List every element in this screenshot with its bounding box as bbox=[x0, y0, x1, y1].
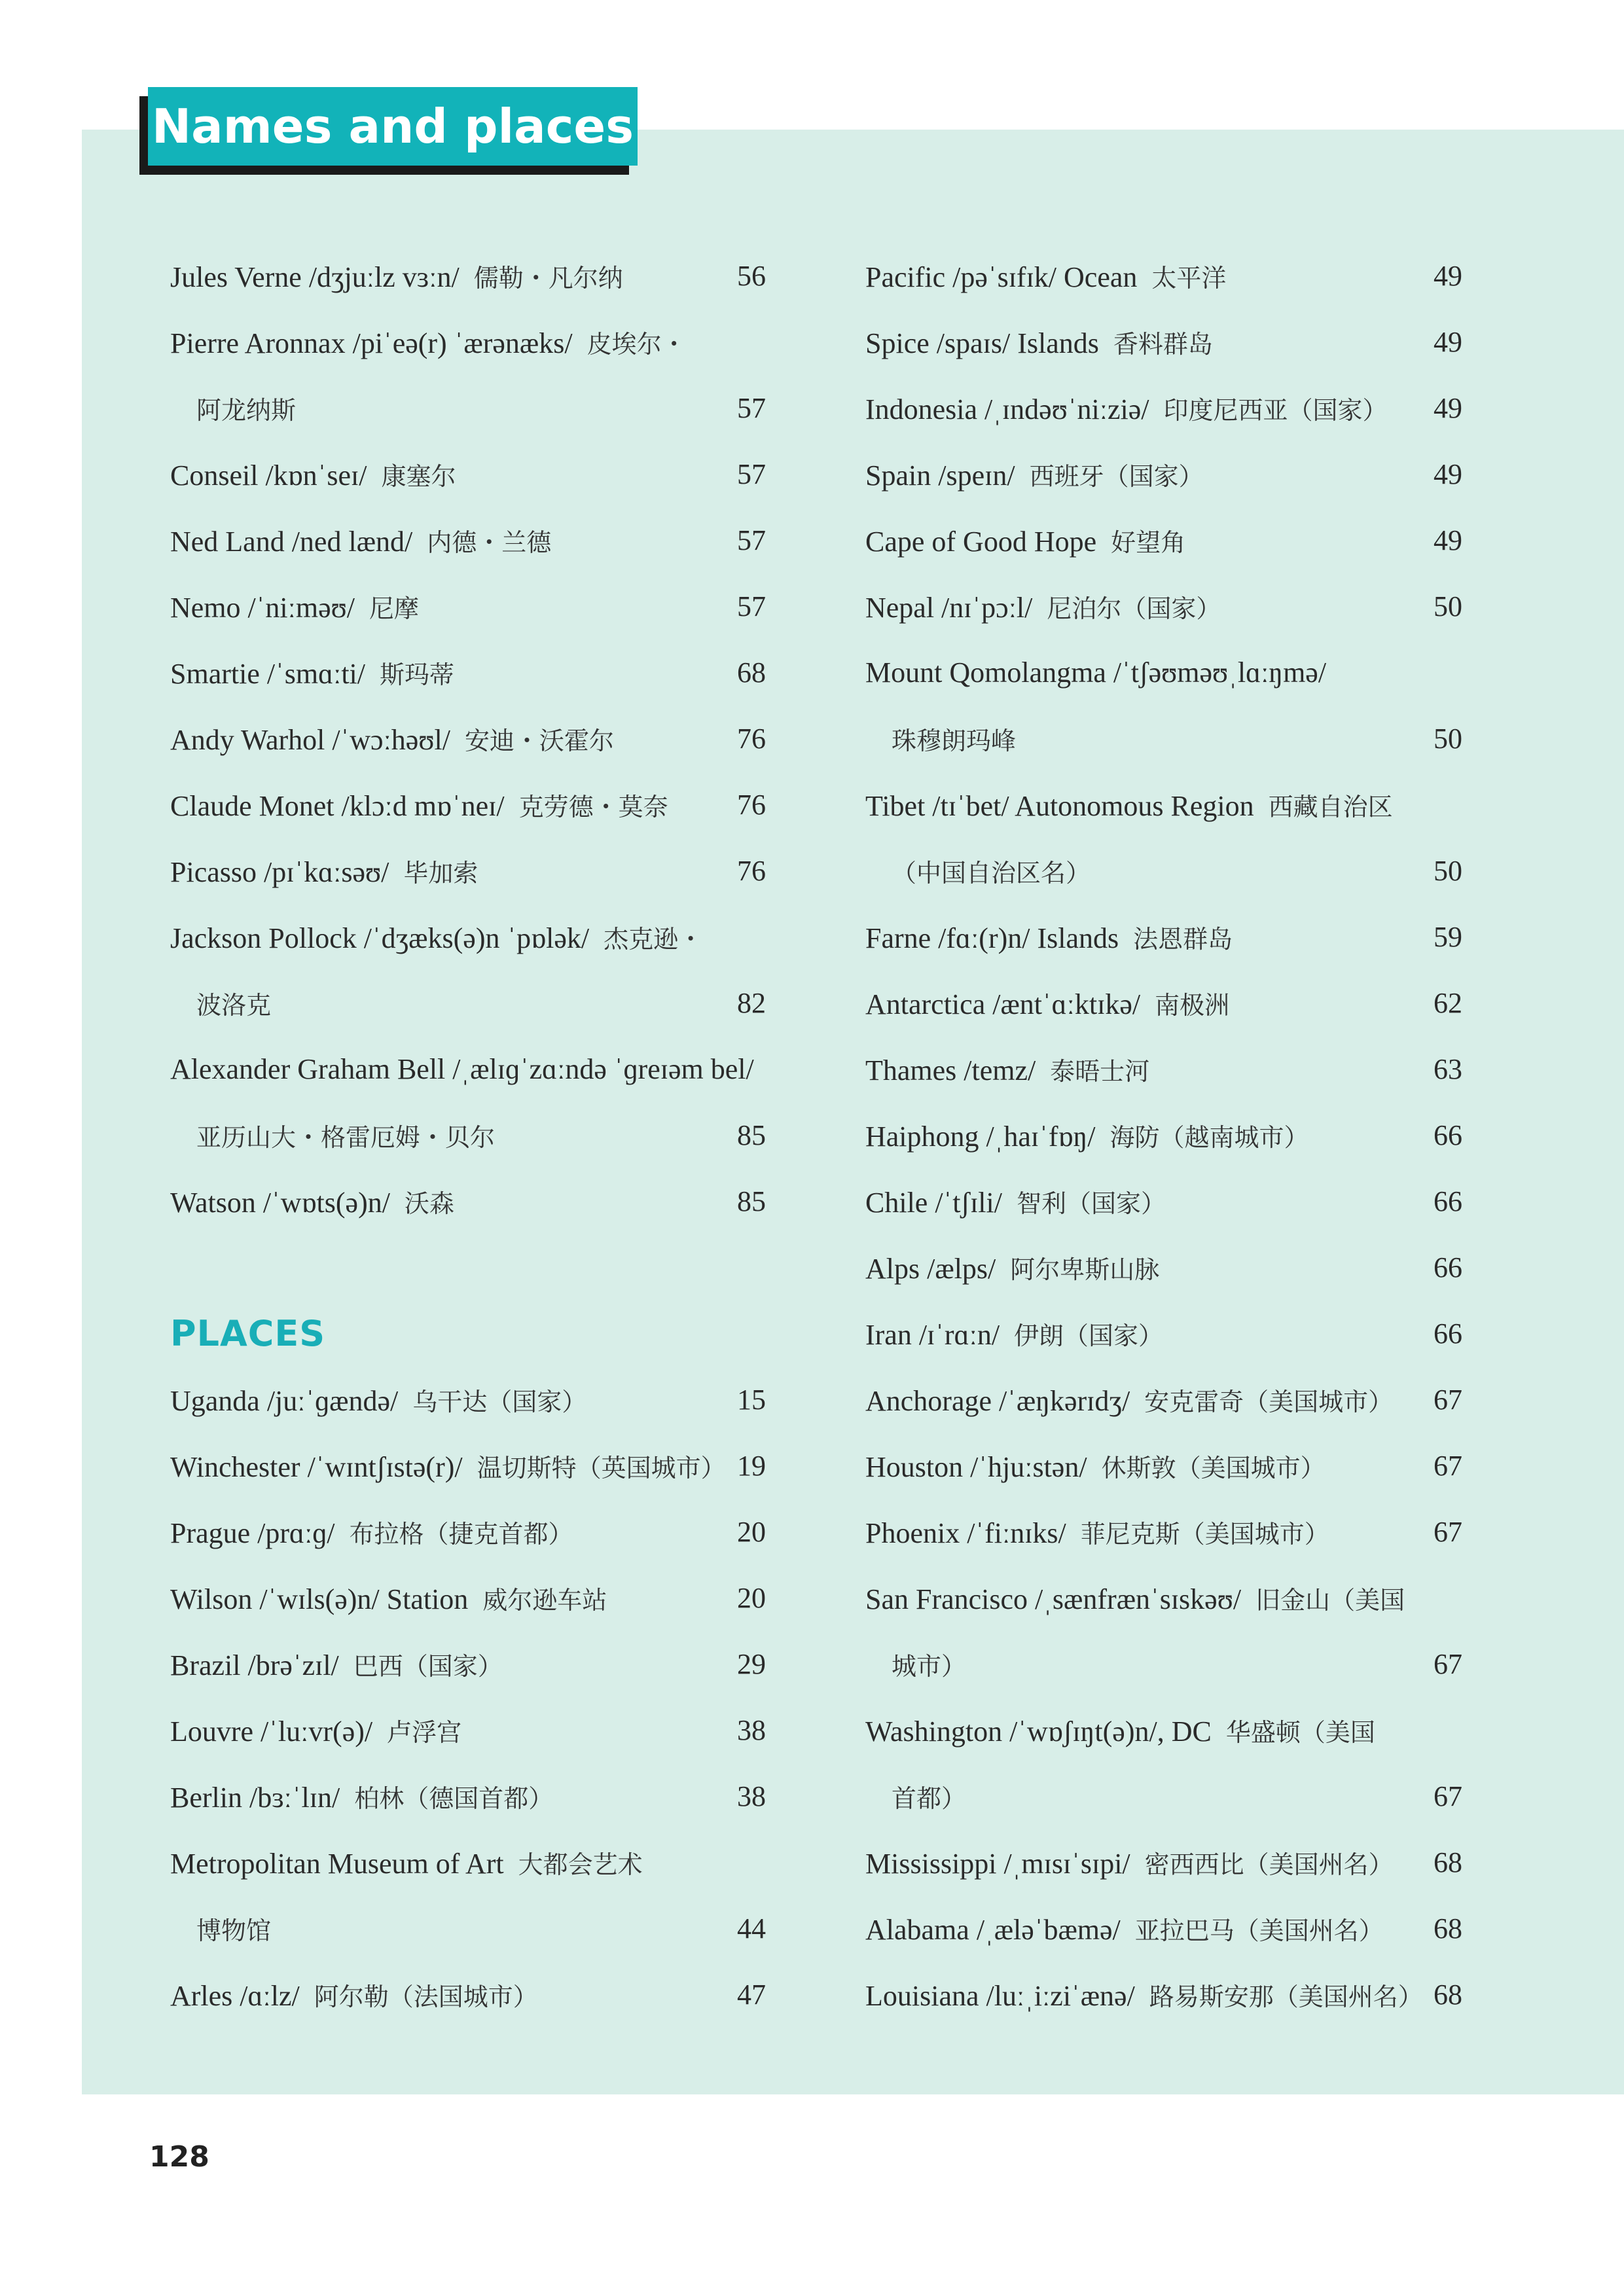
entry-page-number: 57 bbox=[737, 392, 766, 424]
entry-chinese: 香料群岛 bbox=[1113, 330, 1213, 359]
entry-english: Jackson Pollock /ˈdʒæks(ə)n ˈpɒlək/ bbox=[170, 922, 590, 954]
entry-text bbox=[865, 985, 1229, 1021]
entry-english: Ned Land /ned lænd/ bbox=[170, 526, 413, 558]
entry-page-number: 38 bbox=[737, 1714, 766, 1746]
entry-chinese: 阿尔勒（法国城市） bbox=[314, 1982, 538, 2011]
left-column bbox=[170, 243, 766, 2028]
entry-page-number: 85 bbox=[737, 1119, 766, 1151]
entry-english: Pierre Aronnax /piˈeə(r) ˈærənæks/ bbox=[170, 327, 573, 359]
index-entry bbox=[170, 1697, 766, 1763]
entry-page-number: 49 bbox=[1434, 524, 1462, 556]
entry-text bbox=[170, 1844, 643, 1880]
index-entry bbox=[865, 1763, 1462, 1829]
entry-english: San Francisco /ˌsænfrænˈsɪskəʊ/ bbox=[865, 1583, 1242, 1615]
entry-english: Mount Qomolangma /ˈtʃəʊməʊˌlɑːŋmə/ bbox=[865, 656, 1327, 689]
entry-page-number: 49 bbox=[1434, 392, 1462, 424]
entry-text bbox=[170, 787, 668, 823]
entry-page-number: 68 bbox=[1434, 1979, 1462, 2011]
entry-chinese: 南极洲 bbox=[1155, 991, 1230, 1020]
entry-chinese: 布拉格（捷克首都） bbox=[349, 1520, 573, 1549]
index-entry bbox=[865, 1962, 1462, 2028]
entry-page-number: 68 bbox=[1434, 1846, 1462, 1878]
entry-text bbox=[170, 258, 623, 294]
entry-english: Alabama /ˌæləˈbæmə/ bbox=[865, 1914, 1121, 1946]
entry-english: Claude Monet /klɔːd mɒˈneɪ/ bbox=[170, 790, 505, 822]
entry-english: Washington /ˈwɒʃɪŋt(ə)n/, DC bbox=[865, 1715, 1212, 1748]
entry-page-number: 82 bbox=[737, 987, 766, 1019]
entry-page-number: 50 bbox=[1434, 855, 1462, 887]
entry-chinese: 安克雷奇（美国城市） bbox=[1144, 1388, 1394, 1416]
entry-text bbox=[170, 1778, 553, 1814]
entry-continuation: 珠穆朗玛峰 bbox=[892, 726, 1017, 755]
entry-text bbox=[865, 390, 1387, 426]
entry-english: Pacific /pəˈsɪfɪk/ Ocean bbox=[865, 261, 1138, 293]
entry-page-number: 57 bbox=[737, 590, 766, 622]
entry-page-number: 47 bbox=[737, 1979, 766, 2011]
index-entry bbox=[170, 1829, 766, 1895]
entry-text bbox=[865, 1844, 1394, 1880]
entry-chinese: 西班牙（国家） bbox=[1029, 462, 1204, 491]
index-entry bbox=[170, 441, 766, 507]
entry-text bbox=[865, 1316, 1163, 1352]
entry-continuation: （中国自治区名） bbox=[892, 859, 1091, 888]
entry-text bbox=[865, 456, 1204, 492]
entry-chinese: 华盛顿（美国 bbox=[1225, 1718, 1375, 1747]
entry-chinese: 安迪・沃霍尔 bbox=[464, 726, 614, 755]
entry-continuation: 波洛克 bbox=[196, 991, 272, 1020]
entry-text bbox=[892, 1778, 966, 1814]
entry-page-number: 67 bbox=[1434, 1780, 1462, 1812]
entry-continuation: 亚历山大・格雷厄姆・贝尔 bbox=[196, 1123, 496, 1152]
entry-chinese: 太平洋 bbox=[1151, 264, 1227, 293]
entry-page-number: 20 bbox=[737, 1582, 766, 1614]
entry-chinese: 克劳德・莫奈 bbox=[518, 793, 668, 821]
index-entry bbox=[865, 573, 1462, 639]
index-entry bbox=[170, 1895, 766, 1962]
index-entry bbox=[865, 772, 1462, 838]
entry-chinese: 智利（国家） bbox=[1016, 1189, 1166, 1218]
entry-text bbox=[170, 1514, 573, 1550]
entry-page-number: 50 bbox=[1434, 723, 1462, 755]
entry-text bbox=[865, 1580, 1405, 1616]
entry-english: Cape of Good Hope bbox=[865, 526, 1097, 558]
entry-text bbox=[170, 853, 478, 889]
index-entry bbox=[170, 507, 766, 573]
entry-text bbox=[865, 1514, 1329, 1550]
entry-page-number: 15 bbox=[737, 1384, 766, 1416]
entry-text bbox=[170, 1183, 454, 1219]
entry-text bbox=[170, 1712, 461, 1748]
entry-text bbox=[865, 1249, 1159, 1285]
entry-text bbox=[865, 1183, 1166, 1219]
entry-page-number: 66 bbox=[1434, 1251, 1462, 1283]
index-entry bbox=[170, 375, 766, 441]
entry-english: Antarctica /æntˈɑːktɪkə/ bbox=[865, 988, 1141, 1020]
index-entry bbox=[865, 1300, 1462, 1367]
places-list-right bbox=[865, 243, 1462, 2028]
entry-page-number: 85 bbox=[737, 1185, 766, 1217]
entry-text bbox=[865, 1712, 1375, 1748]
entry-text bbox=[170, 1646, 503, 1682]
entry-english: Picasso /pɪˈkɑːsəʊ/ bbox=[170, 856, 389, 888]
entry-english: Nepal /nɪˈpɔːl/ bbox=[865, 592, 1033, 624]
entry-english: Tibet /tɪˈbet/ Autonomous Region bbox=[865, 790, 1254, 822]
entry-chinese: 阿尔卑斯山脉 bbox=[1010, 1255, 1160, 1284]
entry-chinese: 皮埃尔・ bbox=[586, 330, 687, 359]
entry-chinese: 巴西（国家） bbox=[353, 1652, 503, 1681]
index-entry bbox=[170, 1763, 766, 1829]
entry-text bbox=[170, 1382, 586, 1418]
entry-english: Watson /ˈwɒts(ə)n/ bbox=[170, 1187, 390, 1219]
entry-page-number: 29 bbox=[737, 1648, 766, 1680]
index-entry bbox=[170, 772, 766, 838]
entry-page-number: 57 bbox=[737, 458, 766, 490]
entry-page-number: 76 bbox=[737, 723, 766, 755]
entry-page-number: 49 bbox=[1434, 260, 1462, 292]
entry-page-number: 68 bbox=[1434, 1912, 1462, 1945]
entry-text bbox=[865, 522, 1185, 558]
entry-chinese: 路易斯安那（美国州名） bbox=[1149, 1982, 1423, 2011]
entry-continuation: 阿龙纳斯 bbox=[196, 396, 297, 425]
entry-english: Arles /ɑːlz/ bbox=[170, 1980, 300, 2012]
entry-page-number: 66 bbox=[1434, 1185, 1462, 1217]
entry-page-number: 62 bbox=[1434, 987, 1462, 1019]
entry-text bbox=[170, 1580, 607, 1616]
entry-page-number: 56 bbox=[737, 260, 766, 292]
entry-page-number: 67 bbox=[1434, 1516, 1462, 1548]
index-entry bbox=[865, 1631, 1462, 1697]
entry-chinese: 卢浮宫 bbox=[387, 1718, 462, 1747]
entry-continuation: 博物馆 bbox=[196, 1916, 272, 1945]
index-entry bbox=[170, 1102, 766, 1168]
entry-text bbox=[892, 721, 1016, 757]
entry-english: Jules Verne /dʒjuːlz vɜːn/ bbox=[170, 261, 460, 293]
index-entry bbox=[170, 1499, 766, 1565]
index-entry bbox=[170, 573, 766, 639]
entry-english: Winchester /ˈwɪntʃɪstə(r)/ bbox=[170, 1451, 463, 1483]
entry-chinese: 菲尼克斯（美国城市） bbox=[1080, 1520, 1329, 1549]
entry-chinese: 旧金山（美国 bbox=[1255, 1586, 1405, 1615]
entry-text bbox=[196, 1117, 495, 1153]
entry-english: Alps /ælps/ bbox=[865, 1253, 996, 1285]
entry-chinese: 海防（越南城市） bbox=[1110, 1123, 1309, 1152]
index-entry bbox=[865, 441, 1462, 507]
entry-chinese: 密西西比（美国州名） bbox=[1144, 1850, 1394, 1879]
entry-english: Thames /temz/ bbox=[865, 1054, 1036, 1086]
entry-chinese: 内德・兰德 bbox=[427, 528, 552, 557]
entry-page-number: 66 bbox=[1434, 1119, 1462, 1151]
entry-english: Berlin /bɜːˈlɪn/ bbox=[170, 1782, 340, 1814]
page-number: 128 bbox=[149, 2140, 209, 2174]
index-entry bbox=[865, 1433, 1462, 1499]
entry-page-number: 67 bbox=[1434, 1450, 1462, 1482]
entry-page-number: 67 bbox=[1434, 1384, 1462, 1416]
entry-english: Prague /prɑːɡ/ bbox=[170, 1517, 335, 1549]
entry-page-number: 76 bbox=[737, 789, 766, 821]
index-entry bbox=[170, 1367, 766, 1433]
entry-chinese: 泰晤士河 bbox=[1050, 1057, 1150, 1086]
entry-chinese: 印度尼西亚（国家） bbox=[1163, 396, 1388, 425]
entry-page-number: 67 bbox=[1434, 1648, 1462, 1680]
index-entry bbox=[170, 1433, 766, 1499]
index-entry bbox=[865, 1499, 1462, 1565]
entry-text bbox=[170, 324, 687, 360]
entry-chinese: 好望角 bbox=[1111, 528, 1186, 557]
entry-text bbox=[196, 1910, 271, 1946]
entry-page-number: 44 bbox=[737, 1912, 766, 1945]
entry-english: Uganda /juːˈɡændə/ bbox=[170, 1385, 399, 1417]
entry-text bbox=[170, 522, 551, 558]
entry-english: Smartie /ˈsmɑːti/ bbox=[170, 658, 365, 690]
entry-english: Wilson /ˈwɪls(ə)n/ Station bbox=[170, 1583, 469, 1615]
index-entry bbox=[170, 1962, 766, 2028]
entry-english: Nemo /ˈniːməʊ/ bbox=[170, 592, 355, 624]
entry-chinese: 杰克逊・ bbox=[604, 925, 704, 954]
index-entry bbox=[865, 1367, 1462, 1433]
index-entry bbox=[170, 639, 766, 706]
page-title: Names and places bbox=[148, 87, 638, 166]
index-entry bbox=[170, 706, 766, 772]
entry-english: Spain /speɪn/ bbox=[865, 459, 1015, 492]
names-list bbox=[170, 243, 766, 1234]
index-entry bbox=[865, 904, 1462, 970]
entry-text bbox=[170, 1977, 538, 2013]
entry-english: Mississippi /ˌmɪsɪˈsɪpi/ bbox=[865, 1848, 1130, 1880]
index-entry bbox=[865, 243, 1462, 309]
entry-chinese: 亚拉巴马（美国州名） bbox=[1134, 1916, 1384, 1945]
section-spacer bbox=[170, 1234, 766, 1300]
index-entry bbox=[865, 1036, 1462, 1102]
index-entry bbox=[865, 970, 1462, 1036]
index-entry bbox=[170, 1565, 766, 1631]
entry-chinese: 休斯敦（美国城市） bbox=[1101, 1454, 1326, 1482]
entry-page-number: 59 bbox=[1434, 921, 1462, 953]
entry-text bbox=[865, 588, 1221, 624]
entry-chinese: 尼泊尔（国家） bbox=[1047, 594, 1221, 623]
entry-chinese: 毕加索 bbox=[403, 859, 478, 888]
entry-chinese: 西藏自治区 bbox=[1268, 793, 1393, 821]
entry-english: Houston /ˈhjuːstən/ bbox=[865, 1451, 1087, 1483]
places-list-left bbox=[170, 1367, 766, 2028]
index-entry bbox=[170, 309, 766, 375]
entry-text bbox=[170, 919, 703, 955]
entry-chinese: 柏林（德国首都） bbox=[354, 1784, 554, 1813]
index-entry bbox=[865, 1829, 1462, 1895]
entry-page-number: 57 bbox=[737, 524, 766, 556]
entry-text bbox=[170, 456, 456, 492]
entry-chinese: 温切斯特（英国城市） bbox=[477, 1454, 726, 1482]
entry-chinese: 尼摩 bbox=[369, 594, 419, 623]
right-column bbox=[865, 243, 1462, 2028]
entry-text bbox=[170, 588, 419, 624]
index-entry bbox=[170, 838, 766, 904]
index-entry bbox=[865, 309, 1462, 375]
entry-text bbox=[892, 853, 1091, 889]
entry-chinese: 沃森 bbox=[404, 1189, 454, 1218]
index-entry bbox=[865, 507, 1462, 573]
entry-english: Louvre /ˈluːvr(ə)/ bbox=[170, 1715, 373, 1748]
index-entry bbox=[170, 1036, 766, 1102]
index-entry bbox=[865, 1895, 1462, 1962]
entry-text bbox=[892, 1646, 966, 1682]
entry-english: Anchorage /ˈæŋkərɪdʒ/ bbox=[865, 1385, 1130, 1417]
index-entry bbox=[170, 243, 766, 309]
entry-english: Metropolitan Museum of Art bbox=[170, 1848, 504, 1880]
entry-text bbox=[865, 1448, 1326, 1484]
entry-text bbox=[865, 1117, 1308, 1153]
entry-english: Farne /fɑː(r)n/ Islands bbox=[865, 922, 1119, 954]
index-entry bbox=[865, 706, 1462, 772]
entry-chinese: 伊朗（国家） bbox=[1014, 1321, 1164, 1350]
index-entry bbox=[865, 1697, 1462, 1763]
entry-page-number: 49 bbox=[1434, 326, 1462, 358]
entry-page-number: 63 bbox=[1434, 1053, 1462, 1085]
entry-english: Haiphong /ˌhaɪˈfɒŋ/ bbox=[865, 1121, 1096, 1153]
entry-text bbox=[196, 985, 271, 1021]
entry-text bbox=[865, 1977, 1423, 2013]
places-heading: PLACES bbox=[170, 1313, 326, 1354]
index-entry bbox=[865, 1102, 1462, 1168]
index-entry bbox=[865, 838, 1462, 904]
entry-text bbox=[170, 1052, 754, 1086]
index-entry bbox=[170, 904, 766, 970]
entry-text bbox=[865, 258, 1226, 294]
entry-chinese: 儒勒・凡尔纳 bbox=[473, 264, 623, 293]
entry-english: Chile /ˈtʃɪli/ bbox=[865, 1187, 1002, 1219]
index-entry bbox=[865, 375, 1462, 441]
entry-text bbox=[865, 787, 1393, 823]
entry-text bbox=[865, 656, 1326, 689]
entry-english: Phoenix /ˈfiːnɪks/ bbox=[865, 1517, 1066, 1549]
entry-english: Spice /spaɪs/ Islands bbox=[865, 327, 1099, 359]
entry-english: Louisiana /luːˌiːziˈænə/ bbox=[865, 1980, 1135, 2012]
entry-page-number: 19 bbox=[737, 1450, 766, 1482]
entry-continuation: 首都） bbox=[892, 1784, 967, 1813]
entry-english: Alexander Graham Bell /ˌælɪɡˈzɑːndə ˈɡreɪəm bel/ bbox=[170, 1053, 754, 1085]
entry-page-number: 49 bbox=[1434, 458, 1462, 490]
entry-text bbox=[865, 919, 1233, 955]
index-entry bbox=[170, 1631, 766, 1697]
index-entry bbox=[865, 639, 1462, 706]
entry-page-number: 50 bbox=[1434, 590, 1462, 622]
entry-chinese: 法恩群岛 bbox=[1133, 925, 1233, 954]
entry-page-number: 66 bbox=[1434, 1318, 1462, 1350]
entry-text bbox=[865, 1382, 1393, 1418]
entry-text bbox=[865, 324, 1213, 360]
entry-text bbox=[865, 1910, 1384, 1946]
index-entry bbox=[865, 1565, 1462, 1631]
entry-page-number: 38 bbox=[737, 1780, 766, 1812]
entry-text bbox=[170, 655, 454, 691]
entry-english: Indonesia /ˌɪndəʊˈniːziə/ bbox=[865, 393, 1149, 425]
index-entry bbox=[170, 1168, 766, 1234]
entry-text bbox=[865, 1051, 1149, 1087]
entry-english: Brazil /brəˈzɪl/ bbox=[170, 1649, 339, 1681]
entry-text bbox=[196, 390, 296, 426]
entry-continuation: 城市） bbox=[892, 1652, 967, 1681]
entry-english: Conseil /kɒnˈseɪ/ bbox=[170, 459, 367, 492]
entry-chinese: 威尔逊车站 bbox=[482, 1586, 607, 1615]
entry-page-number: 20 bbox=[737, 1516, 766, 1548]
entry-chinese: 大都会艺术 bbox=[518, 1850, 643, 1879]
entry-chinese: 康塞尔 bbox=[381, 462, 456, 491]
entry-chinese: 斯玛蒂 bbox=[380, 660, 455, 689]
index-entry bbox=[865, 1168, 1462, 1234]
entry-english: Iran /ɪˈrɑːn/ bbox=[865, 1319, 1000, 1351]
index-entry bbox=[170, 970, 766, 1036]
entry-english: Andy Warhol /ˈwɔːhəʊl/ bbox=[170, 724, 450, 756]
entry-chinese: 乌干达（国家） bbox=[412, 1388, 587, 1416]
index-entry bbox=[865, 1234, 1462, 1300]
entry-page-number: 68 bbox=[737, 656, 766, 689]
entry-text bbox=[170, 1448, 726, 1484]
entry-page-number: 76 bbox=[737, 855, 766, 887]
entry-text bbox=[170, 721, 614, 757]
